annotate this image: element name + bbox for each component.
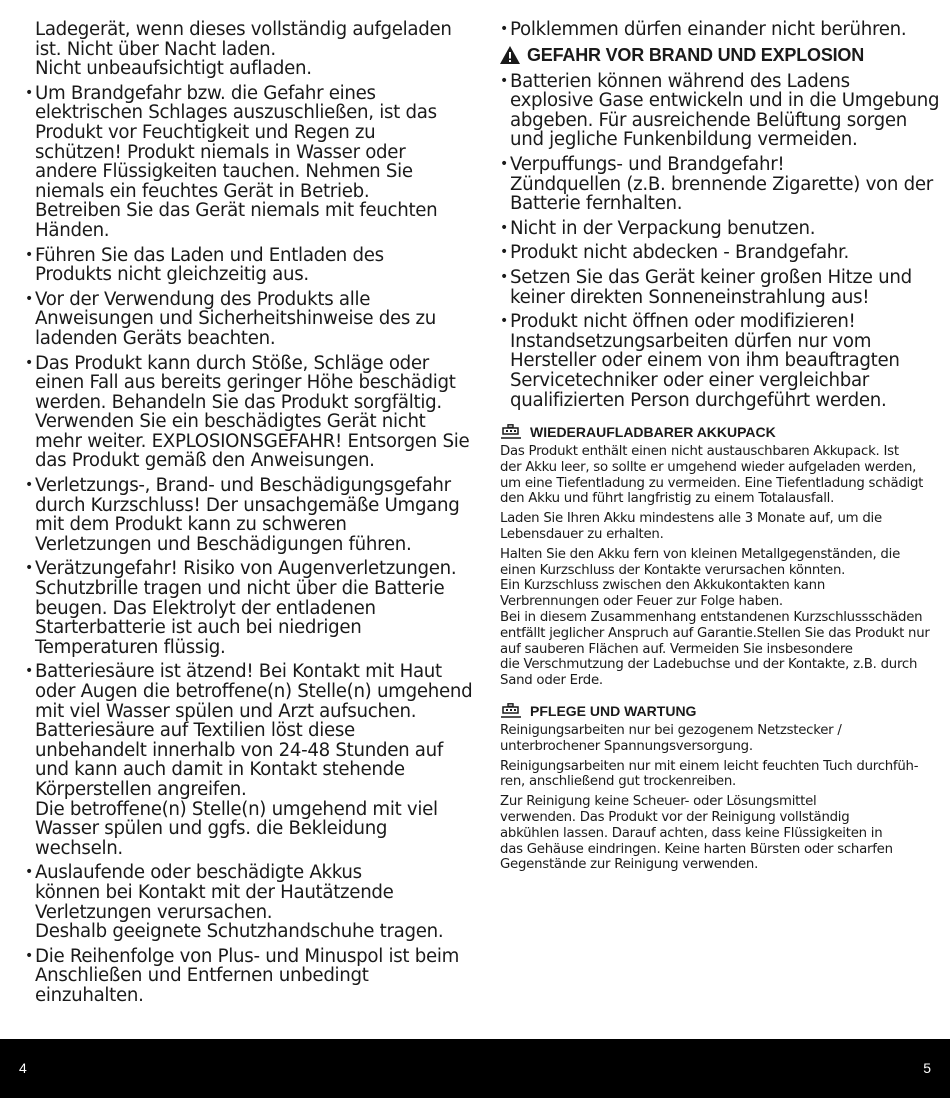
text-line: Händen.	[35, 219, 110, 241]
bullet-item	[25, 475, 460, 555]
text-line: entfällt jeglicher Anspruch auf Garantie.Stellen Sie das Produkt nur	[500, 625, 930, 641]
bullet-item	[25, 661, 473, 859]
battery-paragraphs	[500, 444, 930, 689]
text-line: können bei Kontakt mit der Hautätzende	[35, 881, 394, 903]
text-line: Reinigungsarbeiten nur mit einem leicht feuchten Tuch durchfüh-	[500, 758, 919, 774]
text-line: mit viel Wasser spülen und Arzt aufsuchen.	[35, 700, 417, 722]
text-line: das Gehäuse eindringen. Keine harten Bürsten oder scharfen	[500, 841, 893, 857]
text-line: Zündquellen (z.B. brennende Zigarette) von der	[510, 173, 933, 195]
text-line: Sand oder Erde.	[500, 673, 603, 689]
text-line: explosive Gase entwickeln und in die Umgebung	[510, 90, 940, 112]
text-line: • Batterien können während des Ladens	[510, 70, 850, 92]
text-line: beugen. Das Elektrolyt der entladenen	[35, 597, 376, 619]
maintenance-icon	[500, 703, 522, 719]
bullet-item	[25, 352, 470, 472]
bullet-item	[25, 559, 455, 657]
text-line: Halten Sie den Akku fern von kleinen Metallgegenständen, die	[500, 546, 900, 562]
bullet-item	[500, 243, 930, 263]
danger-heading	[500, 45, 930, 66]
text-line: • Verpuffungs- und Brandgefahr!	[510, 153, 785, 175]
page-number-left: 4	[19, 1060, 27, 1076]
text-line: Ladegerät, wenn dieses vollständig aufgeladen	[35, 19, 452, 40]
text-line: Laden Sie Ihren Akku mindestens alle 3 Monate auf, um die	[500, 511, 882, 527]
paragraph	[500, 794, 930, 873]
battery-pack-icon	[500, 424, 522, 440]
bullet-item	[25, 945, 460, 1006]
text-line: Anweisungen und Sicherheitshinweise des zu	[35, 308, 437, 330]
paragraph	[500, 723, 930, 755]
care-paragraphs	[500, 723, 930, 873]
text-line: oder Augen die betroffene(n) Stelle(n) umgehend	[35, 681, 473, 702]
text-line: • Die Reihenfolge von Plus- und Minuspol ist beim	[35, 945, 460, 967]
text-line: • Nicht in der Verpackung benutzen.	[510, 217, 816, 239]
text-line: unterbrochener Spannungsversorgung.	[500, 738, 753, 754]
care-heading	[500, 703, 930, 719]
bullet-item	[25, 246, 455, 285]
text-line: Starterbatterie ist auch bei niedrigen	[35, 617, 362, 639]
paragraph	[500, 444, 930, 507]
text-line: Bei in diesem Zusammenhang entstandenen Kurzschlussschäden	[500, 610, 923, 626]
battery-heading	[500, 424, 930, 440]
bullet-item	[500, 219, 930, 239]
text-line: niemals ein feuchtes Gerät in Betrieb.	[35, 180, 370, 202]
text-line: Deshalb geeignete Schutzhandschuhe tragen.	[35, 921, 444, 943]
text-line: • Produkt nicht abdecken - Brandgefahr.	[510, 242, 850, 264]
text-line: mehr weiter. EXPLOSIONSGEFAHR! Entsorgen Sie	[35, 430, 470, 452]
right-column	[500, 19, 940, 877]
text-line: werden. Behandeln Sie das Produkt sorgfältig.	[35, 391, 442, 413]
text-line: keiner direkten Sonneneinstrahlung aus!	[510, 286, 870, 308]
battery-heading-text: WIEDERAUFLADBARER AKKUPACK	[530, 424, 776, 441]
text-line: • Auslaufende oder beschädigte Akkus	[35, 862, 362, 884]
text-line: Nicht unbeaufsichtigt aufladen.	[35, 58, 312, 80]
text-line: Ein Kurzschluss zwischen den Akkukontakten kann	[500, 578, 826, 594]
text-line: durch Kurzschluss! Der unsachgemäße Umgang	[35, 494, 460, 516]
bullet-item	[500, 20, 930, 40]
text-line: einen Fall aus bereits geringer Höhe beschädigt	[35, 372, 456, 394]
text-line: abgeben. Für ausreichende Belüftung sorgen	[510, 109, 907, 131]
text-line: • Um Brandgefahr bzw. die Gefahr eines	[35, 82, 376, 104]
text-line: der Akku leer, so sollte er umgehend wieder aufgeladen werden,	[500, 459, 917, 475]
text-line: Servicetechniker oder einer vergleichbar	[510, 369, 869, 391]
text-line: • Vor der Verwendung des Produkts alle	[35, 288, 371, 310]
text-line: ren, anschließend gut trockenreiben.	[500, 774, 736, 790]
text-line: • Führen Sie das Laden und Entladen des	[35, 244, 384, 266]
danger-heading-text: GEFAHR VOR BRAND UND EXPLOSION	[527, 44, 865, 65]
footer-bar	[0, 1039, 950, 1098]
text-line: • Produkt nicht öffnen oder modifizieren!	[510, 311, 856, 333]
text-line: • Verätzungefahr! Risiko von Augenverletzungen.	[35, 558, 457, 580]
text-line: Verletzungen und Beschädigungen führen.	[35, 533, 412, 555]
text-line: Gegenstände zur Reinigung verwenden.	[500, 857, 759, 873]
text-line: verwenden. Das Produkt vor der Reinigung vollständig	[500, 810, 850, 826]
text-line: • Polklemmen dürfen einander nicht berühren.	[510, 19, 907, 40]
text-line: einzuhalten.	[35, 984, 144, 1006]
danger-bullet-list	[500, 70, 940, 411]
text-line: das Produkt gemäß den Anweisungen.	[35, 450, 375, 472]
bullet-item	[25, 863, 455, 941]
text-line: einen Kurzschluss der Kontakte verursachen könnten.	[500, 562, 846, 578]
bullet-item	[500, 312, 930, 410]
text-line: andere Flüssigkeiten tauchen. Nehmen Sie	[35, 161, 413, 183]
text-line: abkühlen lassen. Darauf achten, dass keine Flüssigkeiten in	[500, 825, 883, 841]
intro-paragraph	[25, 20, 455, 79]
text-line: und jegliche Funkenbildung vermeiden.	[510, 129, 858, 151]
text-line: • Batteriesäure ist ätzend! Bei Kontakt mit Haut	[35, 661, 442, 683]
text-line: Batteriesäure auf Textilien löst diese	[35, 720, 355, 742]
text-line: Hersteller oder einem von ihm beauftragten	[510, 350, 900, 372]
text-line: Lebensdauer zu erhalten.	[500, 527, 664, 543]
text-line: die Verschmutzung der Ladebuchse und der Kontakte, z.B. durch	[500, 657, 918, 673]
text-line: qualifizierten Person durchgeführt werden.	[510, 389, 887, 411]
text-line: Batterie fernhalten.	[510, 193, 683, 215]
first-bullet-list	[500, 20, 930, 40]
text-line: Betreiben Sie das Gerät niemals mit feuchten	[35, 200, 438, 222]
text-line: Produkts nicht gleichzeitig aus.	[35, 264, 309, 286]
text-line: schützen! Produkt niemals in Wasser oder	[35, 141, 406, 163]
text-line: auf sauberen Flächen auf. Vermeiden Sie insbesondere	[500, 641, 853, 657]
left-column	[25, 19, 473, 1011]
text-line: • Das Produkt kann durch Stöße, Schläge oder	[35, 352, 429, 374]
text-line: ladenden Geräts beachten.	[35, 327, 276, 349]
page-number-right: 5	[923, 1060, 931, 1076]
text-line: Produkt vor Feuchtigkeit und Regen zu	[35, 121, 376, 143]
paragraph	[500, 511, 930, 543]
text-line: • Setzen Sie das Gerät keiner großen Hitze und	[510, 266, 912, 288]
bullet-item	[25, 84, 455, 241]
text-line: Verbrennungen oder Feuer zur Folge haben.	[500, 594, 783, 610]
care-heading-text: PFLEGE UND WARTUNG	[530, 703, 697, 720]
text-line: Instandsetzungsarbeiten dürfen nur vom	[510, 330, 872, 352]
warning-triangle-icon	[500, 46, 520, 64]
text-line: wechseln.	[35, 837, 123, 859]
text-line: Verwenden Sie ein beschädigtes Gerät nicht	[35, 411, 426, 433]
text-line: Reinigungsarbeiten nur bei gezogenem Netzstecker /	[500, 723, 842, 739]
text-line: Verletzungen verursachen.	[35, 901, 273, 923]
text-line: Wasser spülen und ggfs. die Bekleidung	[35, 818, 388, 840]
text-line: unbehandelt innerhalb von 24-48 Stunden auf	[35, 739, 443, 761]
left-bullet-list	[25, 82, 473, 1006]
text-line: Schutzbrille tragen und nicht über die Batterie	[35, 578, 445, 600]
text-line: Körperstellen angreifen.	[35, 778, 247, 800]
text-line: mit dem Produkt kann zu schweren	[35, 514, 347, 536]
text-line: Zur Reinigung keine Scheuer- oder Lösungsmittel	[500, 794, 817, 810]
text-line: Das Produkt enthält einen nicht austauschbaren Akkupack. Ist	[500, 444, 899, 460]
bullet-item	[500, 153, 933, 215]
paragraph	[500, 759, 930, 791]
text-line: den Akku und führt langfristig zu einem Totalausfall.	[500, 491, 835, 507]
text-line: • Verletzungs-, Brand- und Beschädigungsgefahr	[35, 475, 451, 497]
text-line: elektrischen Schlages auszuschließen, ist das	[35, 102, 437, 124]
text-line: und kann auch damit in Kontakt stehende	[35, 759, 405, 781]
bullet-item	[500, 70, 940, 151]
bullet-item	[25, 290, 455, 349]
text-line: ist. Nicht über Nacht laden.	[35, 38, 276, 60]
text-line: Die betroffene(n) Stelle(n) umgehend mit viel	[35, 798, 438, 820]
paragraph	[500, 547, 930, 689]
text-line: Temperaturen flüssig.	[35, 636, 226, 658]
text-line: um eine Tiefentladung zu vermeiden. Eine Tiefentladung schädigt	[500, 475, 924, 491]
bullet-item	[500, 268, 930, 307]
text-line: Anschließen und Entfernen unbedingt	[35, 965, 369, 987]
